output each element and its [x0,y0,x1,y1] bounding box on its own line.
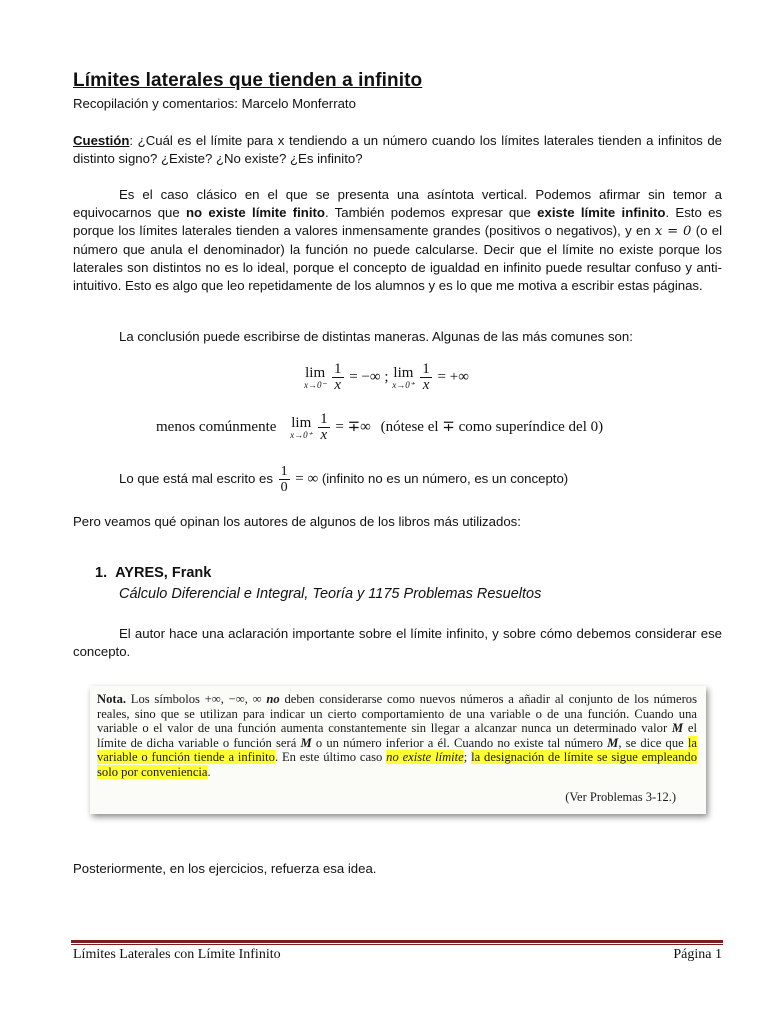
wrong-note: (infinito no es un número, es un concepto) [321,470,569,486]
book1-heading [95,565,211,581]
question-label: Cuestión [73,133,130,148]
lim-left [304,366,326,390]
frac-den: x [422,377,430,393]
intro-text-e: . Esto es porque los límites laterales tienden a valores inmensamente grandes (positivos o negativos), y en [73,205,723,238]
book1-number: 1. [95,565,108,581]
transition-paragraph: Pero veamos qué opinan los autores de algunos de los libros más utilizados: [73,514,521,529]
footer-rule-thin [71,944,723,945]
less-common-formula [156,412,603,443]
scan-highlight-1: la variable o función tiende a infinito [97,735,697,764]
lim-word: lim [291,414,312,431]
wrong-label: Lo que está mal escrito es [119,470,273,486]
wrong-notation-line [119,464,719,495]
frac-num: 1 [334,361,342,377]
question-paragraph [73,132,722,168]
scan-text-3: el límite de dicha variable o función será [97,721,697,750]
followup-paragraph: Posteriormente, en los ejercicios, refuerza esa idea. [73,861,377,876]
book1-author: AYRES, Frank [115,565,212,581]
lim-sub-minus: x→0⁻ [304,379,327,390]
frac-num: 1 [422,361,430,377]
lim-zero [290,416,312,440]
less-common-note: (nótese el ∓ como superíndice del 0) [380,418,604,435]
page-title: Límites laterales que tienden a infinito [73,70,423,91]
scan-m2: M [300,735,312,750]
intro-text-c: . También podemos expresar que [324,205,538,220]
scan-text-1: Los símbolos +∞, −∞, ∞ [126,692,267,706]
lateral-limits-formula [304,362,469,393]
scanned-excerpt-image [90,686,706,814]
scan-reference: (Ver Problemas 3-12.) [565,790,676,804]
book1-title: Cálculo Diferencial e Integral, Teoría y 1175 Problemas Resueltos [119,586,542,602]
scan-m: M [671,721,684,735]
book1-comment: El autor hace una aclaración importante sobre el límite infinito, y sobre cómo debemos considerar ese concepto. [73,626,722,659]
scan-text-5: , se dice que [618,735,688,750]
lim-sub-plus: x→0⁺ [290,429,313,440]
scan-nota: Nota. [97,692,127,706]
less-common-label: menos comúnmente [156,418,277,435]
question-text: : ¿Cuál es el límite para x tendiendo a un número cuando los límites laterales tienden a infinitos de distinto signo? ¿Existe? ¿No existe? ¿Es infinito? [73,133,722,166]
scan-text-4: o un número inferior a él. Cuando no existe tal número [311,735,608,750]
frac-den: x [320,427,328,443]
scan-text-7: ; [463,750,472,764]
footer-document-title: Límites Laterales con Límite Infinito [73,947,281,962]
intro-bold-infinite: existe límite infinito [537,205,666,220]
intro-text-a: Es el caso clásico en el que se presenta una asíntota vertical. Podemos afirmar sin temor a equivocarnos que [73,187,722,220]
scan-highlight-2: no existe límite [386,750,464,764]
scan-highlight-3: la designación de límite se sigue empleando solo por conveniencia [97,750,697,779]
fraction-1-over-x [318,412,330,443]
lim-sub-plus: x→0⁺ [392,379,415,390]
intro-math-x0: x = 0 [654,224,692,239]
frac-num: 1 [280,464,288,479]
frac-num: 1 [320,411,328,427]
scan-no: no [266,692,280,706]
eq-pos-inf: = +∞ [437,368,469,385]
frac-den-zero: 0 [280,480,288,495]
eq-inf: = ∞ [295,470,319,487]
eq-mp-inf: = ∓∞ [335,418,371,435]
eq-neg-inf: = −∞ [349,368,381,385]
footer-rule-thick [71,940,723,943]
formula-separator: ; [384,368,389,385]
intro-bold-no-finite: no existe límite finito [185,205,325,220]
lim-right [392,366,414,390]
fraction-1-over-0 [279,464,290,495]
scan-text-8: . [207,764,211,779]
fraction-1-over-x [420,362,432,393]
lim-word: lim [305,364,326,381]
lim-word: lim [393,364,414,381]
scan-m3: M [607,735,619,750]
footer-page-number: Página 1 [673,947,722,962]
frac-den: x [334,377,342,393]
page-subtitle: Recopilación y comentarios: Marcelo Monferrato [73,96,356,111]
fraction-1-over-x [332,362,344,393]
intro-text-f: (o el número que anula el denominador) la función no puede calcularse. Decir que el límite no existe porque los laterales son distintos no es lo ideal, porque el concepto de igualdad en infinito puede resultar confuso y anti-intuitivo. Esto es algo que leo repetidamente de los alumnos y es lo que me motiva a escribir estas páginas. [73,223,722,293]
scan-text-6: . En este último caso [274,750,387,764]
conclusion-paragraph: La conclusión puede escribirse de distintas maneras. Algunas de las más comunes son: [119,329,633,344]
scan-text-2: deben considerarse como nuevos números a añadir al conjunto de los números reales, sino que se utilizan para indicar un cierto comportamiento de una variable o de una función. Cuando una variable o el valor de una función aumenta constantemente sin llegar a alcanzar nunca un determinado valor [97,692,697,735]
intro-paragraph [73,186,722,295]
scanned-excerpt-text [97,692,697,779]
